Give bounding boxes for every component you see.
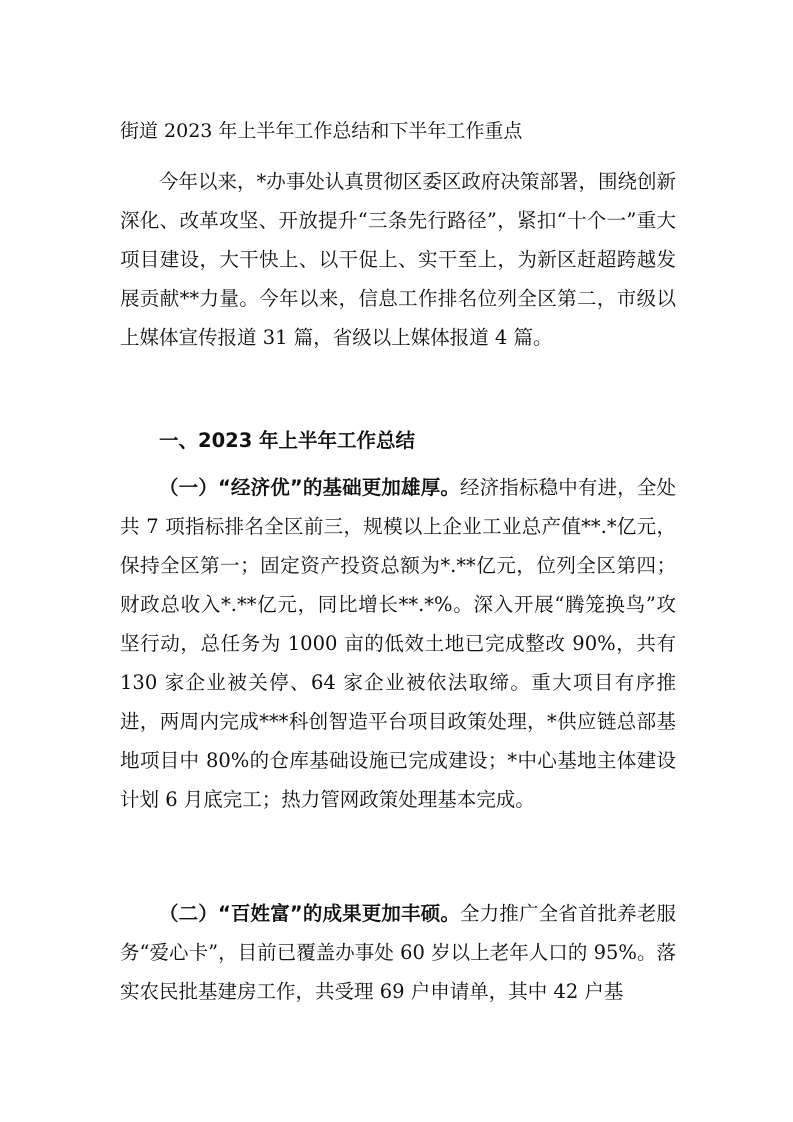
section-heading: 一、2023 年上半年工作总结	[159, 429, 416, 452]
item-1-body: 经济指标稳中有进，全处共 7 项指标排名全区前三，规模以上企业工业总产值**.*亿元，保持全区第一；固定资产投资总额为*.**亿元，位列全区第四；财政总收入*.**亿元，同比增长**.*%。深入开展“腾笼换鸟”攻坚行动，总任务为 1000 亩的低效土地已完成整改 90%，共有 130 家企业被关停、64 家企业被依法取缔。重大项目有序推进，两周内完成***科创智造平台项目政策处理，*供应链总部基地项目中 80%的仓库基础设施已完成建设；*中心基地主体建设计划 6 月底完工；热力管网政策处理基本完成。	[120, 476, 676, 811]
item-2-lead: （二）“百姓富”的成果更加丰硕。	[159, 902, 460, 925]
item-2-paragraph	[120, 894, 676, 1011]
document-title: 街道 2023 年上半年工作总结和下半年工作重点	[120, 120, 523, 142]
intro-paragraph: 今年以来，*办事处认真贯彻区委区政府决策部署，围绕创新深化、改革攻坚、开放提升“三条先行路径”，紧扣“十个一”重大项目建设，大干快上、以干促上、实干至上，为新区赶超跨越发展贡献**力量。今年以来，信息工作排名位列全区第二，市级以上媒体宣传报道 31 篇，省级以上媒体报道 4 篇。	[120, 170, 676, 349]
item-1-lead: （一）“经济优”的基础更加雄厚。	[159, 476, 460, 499]
item-1-paragraph	[120, 468, 676, 819]
item-2-body: 全力推广全省首批养老服务“爱心卡”，目前已覆盖办事处 60 岁以上老年人口的 95%。落实农民批基建房工作，共受理 69 户申请单，其中 42 户基	[120, 902, 676, 1003]
